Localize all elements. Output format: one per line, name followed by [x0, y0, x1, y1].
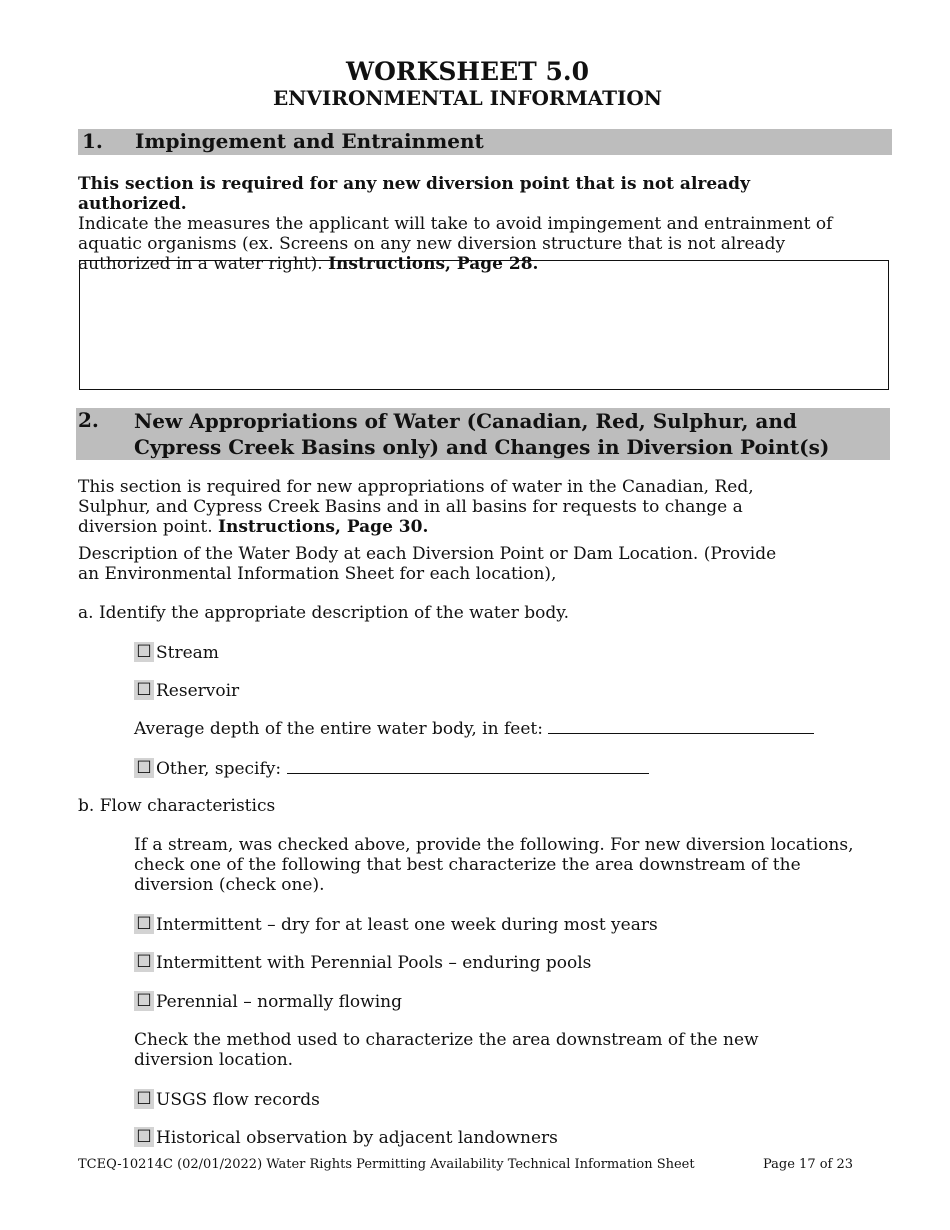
worksheet-subtitle: ENVIRONMENTAL INFORMATION [272, 86, 663, 110]
worksheet-title: WORKSHEET 5.0 [346, 57, 589, 86]
section-2-instructions: Instructions, Page 30. [218, 517, 429, 537]
footer-form-info: TCEQ-10214C (02/01/2022) Water Rights Permitting Availability Technical Information Sheet [78, 1157, 695, 1172]
intermittent-pools-label: Intermittent with Perennial Pools – enduring pools [156, 953, 592, 973]
perennial-label: Perennial – normally flowing [156, 992, 402, 1012]
section-1-instructions: Instructions, Page 28. [328, 254, 539, 274]
section-1-intro [78, 174, 838, 274]
other-checkbox[interactable]: ☐ [134, 758, 154, 778]
section-2-text: This section is required for new appropriations of water in the Canadian, Red, Sulphur, and Cypress Creek Basins and in all basins for requests to change a diversion point. [78, 477, 754, 537]
water-body-description: Description of the Water Body at each Diversion Point or Dam Location. (Provide an Environmental Information Sheet for each location), [78, 544, 777, 584]
section-1-response-box[interactable] [79, 260, 889, 390]
section-2-title: New Appropriations of Water (Canadian, Red, Sulphur, and Cypress Creek Basins only) and Changes in Diversion Point(s) [134, 409, 830, 459]
footer-page-number: Page 17 of 23 [763, 1157, 854, 1172]
flow-instructions: If a stream, was checked above, provide the following. For new diversion locations, check one of the following that best characterize the area downstream of the diversion (check one). [134, 835, 854, 895]
other-option[interactable] [134, 758, 649, 780]
historical-label: Historical observation by adjacent landowners [156, 1128, 558, 1148]
other-label: Other, specify: [156, 759, 282, 779]
section-2-intro [78, 477, 768, 537]
reservoir-checkbox[interactable]: ☐ [134, 680, 154, 700]
method-label: Check the method used to characterize the area downstream of the new diversion location. [134, 1030, 759, 1070]
other-specify-field[interactable] [287, 759, 649, 774]
usgs-label: USGS flow records [156, 1090, 320, 1110]
intermittent-label: Intermittent – dry for at least one week during most years [156, 915, 658, 935]
perennial-checkbox[interactable]: ☐ [134, 991, 154, 1011]
reservoir-option[interactable] [134, 680, 239, 702]
section-1-title: Impingement and Entrainment [135, 129, 484, 153]
part-a-label: a. Identify the appropriate description of the water body. [78, 603, 570, 623]
section-1-heading [78, 129, 892, 155]
stream-checkbox[interactable]: ☐ [134, 642, 154, 662]
stream-option[interactable] [134, 642, 219, 664]
usgs-checkbox[interactable]: ☐ [134, 1089, 154, 1109]
average-depth-row [134, 718, 814, 740]
section-1-text: Indicate the measures the applicant will take to avoid impingement and entrainment of aquatic organisms (ex. Screens on any new diversion structure that is not already authorized in a water right). [78, 214, 833, 274]
section-2-heading [76, 408, 890, 460]
section-1-requirement: This section is required for any new diversion point that is not already authorized. [78, 174, 750, 214]
stream-label: Stream [156, 643, 219, 663]
historical-checkbox[interactable]: ☐ [134, 1127, 154, 1147]
section-2-number: 2. [78, 408, 99, 432]
intermittent-pools-option[interactable] [134, 952, 591, 974]
intermittent-option[interactable] [134, 914, 658, 936]
average-depth-label: Average depth of the entire water body, in feet: [134, 719, 543, 739]
average-depth-field[interactable] [548, 719, 814, 734]
section-1-number: 1. [82, 129, 103, 153]
usgs-option[interactable] [134, 1089, 320, 1111]
part-b-label: b. Flow characteristics [78, 796, 276, 816]
reservoir-label: Reservoir [156, 681, 240, 701]
historical-option[interactable] [134, 1127, 558, 1149]
intermittent-pools-checkbox[interactable]: ☐ [134, 952, 154, 972]
perennial-option[interactable] [134, 991, 402, 1013]
intermittent-checkbox[interactable]: ☐ [134, 914, 154, 934]
